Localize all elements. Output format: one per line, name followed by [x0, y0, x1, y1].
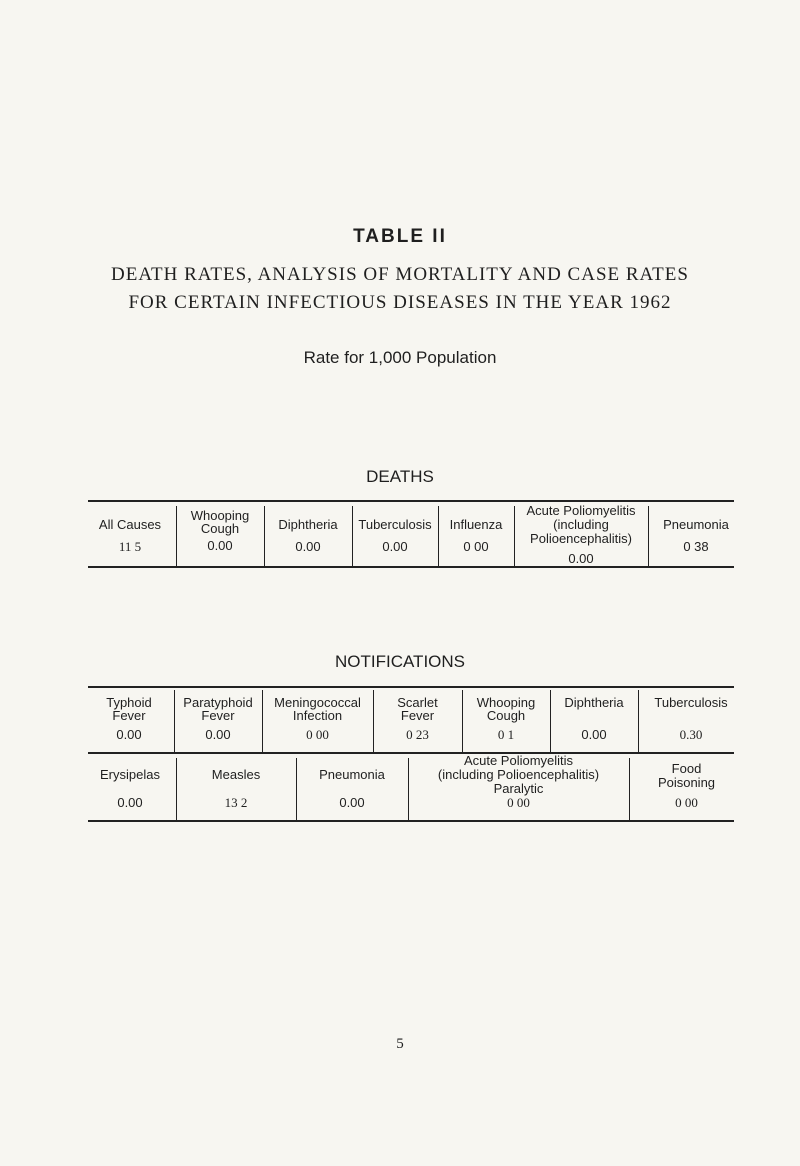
deaths-col-value: 0.00	[295, 539, 321, 554]
notif-col-paratyphoid-fever	[174, 696, 262, 748]
deaths-col-tuberculosis	[352, 518, 438, 564]
deaths-col-all-causes	[82, 518, 178, 564]
notif-col-label: Acute Poliomyelitis (including Polioencephalitis) Paralytic	[437, 753, 600, 796]
notif-col-label: Measles	[211, 767, 261, 782]
deaths-col-whooping-cough	[176, 509, 264, 563]
notif-col-scarlet-fever	[373, 696, 462, 748]
notif-col-label: Tuberculosis	[654, 695, 728, 710]
table-label: TABLE II	[353, 226, 447, 247]
notif-col-erysipelas	[84, 768, 176, 818]
notif-col-whooping-cough	[462, 696, 550, 748]
notif-col-meningococcal-infection	[262, 696, 373, 748]
notif-col-value: 0 00	[507, 795, 530, 810]
notifications-bottom-rule	[88, 820, 734, 822]
deaths-title: DEATHS	[366, 467, 434, 486]
deaths-col-value: 0.00	[207, 538, 233, 553]
deaths-col-value: 0.00	[568, 551, 594, 566]
deaths-col-influenza	[438, 518, 514, 564]
deaths-col-diphtheria	[264, 518, 352, 564]
notif-col-label: Meningococcal Infection	[274, 695, 361, 723]
notif-col-label: Paratyphoid Fever	[183, 695, 253, 723]
deaths-col-label: Tuberculosis	[358, 517, 432, 532]
heading-line-1: DEATH RATES, ANALYSIS OF MORTALITY AND CASE RATES	[111, 264, 689, 285]
notif-col-diphtheria	[550, 696, 638, 748]
notif-col-measles	[176, 768, 296, 818]
notif-col-value: 0.30	[679, 727, 703, 742]
notif-col-label: Scarlet Fever	[397, 695, 438, 723]
rate-caption: Rate for 1,000 Population	[303, 348, 497, 367]
deaths-col-label: Whooping Cough	[190, 508, 250, 536]
deaths-col-value: 0 38	[683, 539, 709, 554]
notif-col-value: 0.00	[581, 727, 607, 742]
notif-col-value: 13 2	[224, 795, 248, 810]
notif-col-label: Typhoid Fever	[106, 695, 152, 723]
notifications-table-row2	[88, 752, 734, 824]
deaths-bottom-rule	[88, 566, 734, 568]
notif-col-label: Erysipelas	[100, 767, 160, 782]
notif-col-label: Whooping Cough	[476, 695, 536, 723]
deaths-col-value: 0 00	[463, 539, 489, 554]
notif-col-pneumonia	[296, 768, 408, 818]
deaths-col-label: Diphtheria	[278, 517, 338, 532]
notif-col-value: 0 1	[497, 727, 515, 742]
deaths-top-rule	[88, 500, 734, 502]
deaths-col-label: Influenza	[449, 517, 503, 532]
notif-col-acute-poliomyelitis-paralytic	[408, 754, 629, 818]
notif-col-label: Diphtheria	[564, 695, 624, 710]
page-number: 5	[396, 1036, 404, 1052]
deaths-table	[88, 500, 734, 570]
notif-col-label: Food Poisoning	[657, 761, 716, 790]
notif-col-value: 0.00	[339, 795, 365, 810]
notif-col-value: 0.00	[117, 795, 143, 810]
deaths-col-value: 0.00	[382, 539, 408, 554]
notif-col-value: 0 00	[675, 795, 698, 810]
notifications-top-rule	[88, 686, 734, 688]
notif-col-value: 0.00	[205, 727, 231, 742]
notif-col-typhoid-fever	[86, 696, 172, 748]
deaths-col-value: 11 5	[118, 539, 142, 554]
notif-col-value: 0.00	[116, 727, 142, 742]
deaths-col-label: All Causes	[98, 517, 162, 532]
deaths-col-acute-poliomyelitis	[514, 504, 648, 566]
notif-col-value: 0 23	[406, 727, 429, 742]
deaths-col-label: Pneumonia	[663, 517, 729, 532]
notifications-table-row1	[88, 686, 734, 756]
heading-line-2: FOR CERTAIN INFECTIOUS DISEASES IN THE YEAR 1962	[128, 292, 672, 313]
notif-col-food-poisoning	[629, 762, 744, 818]
notif-col-value: 0 00	[306, 727, 329, 742]
notifications-title: NOTIFICATIONS	[334, 652, 465, 671]
deaths-col-pneumonia	[648, 518, 744, 564]
notif-col-label: Pneumonia	[319, 767, 385, 782]
notif-col-tuberculosis	[638, 696, 744, 748]
deaths-col-label: Acute Poliomyelitis (including Polioencephalitis)	[526, 503, 636, 546]
